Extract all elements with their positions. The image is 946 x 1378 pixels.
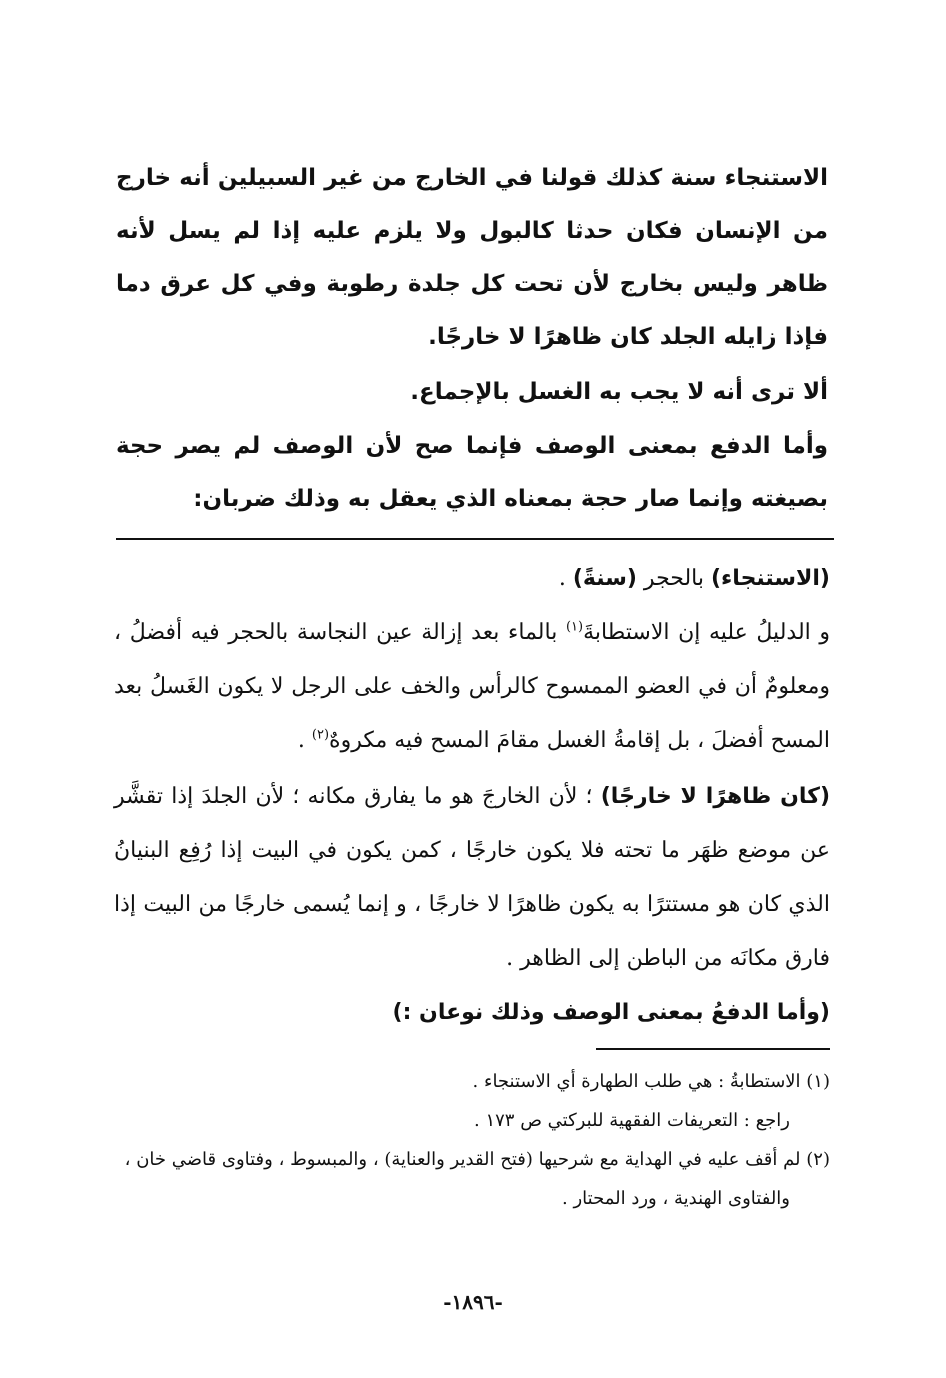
matn-text: الاستنجاء سنة كذلك قولنا في الخارج من غير السبيلين أنه خارج من الإنسان فكان حدثا كالبول ولا يلزم عليه إذا لم يسل لأنه ظاهر وليس بخارج لأن تحت كل جلدة رطوبة وفي كل عرق دما فإذا زايله الجلد كان ظاهرًا لا خارجًا. xyxy=(116,165,828,350)
matn-paragraph-1 xyxy=(116,152,828,364)
footnote-2: (٢) لم أقف عليه في الهداية مع شرحيها (فتح القدير والعناية) ، والمبسوط ، وفتاوى قاضي خان ، والفتاوى الهندية ، ورد المحتار . xyxy=(124,1149,830,1209)
matn-paragraph-3 xyxy=(116,420,828,526)
main-separator-line xyxy=(116,538,834,540)
sharh-paragraph-1 xyxy=(114,552,830,606)
sharh-text: بالماء بعد إزالة عين النجاسة بالحجر فيه أفضلُ ، ومعلومٌ أن في العضو الممسوح كالرأس والخف على الرجل لا يكون الغَسلُ بعد المسح أفضلَ ، بل إقامةُ الغسل مقامَ المسح فيه مكروهٌ xyxy=(114,620,830,753)
quoted-term: (سنةً) xyxy=(572,566,637,591)
footnote-marker-2[interactable]: (٢) xyxy=(311,727,330,743)
sharh-text: بالحجر xyxy=(636,566,711,591)
footnote-separator-line xyxy=(596,1048,830,1050)
page-number: -١٨٩٦- xyxy=(443,1290,503,1314)
sharh-text: ؛ لأن الخارجَ هو ما يفارق مكانه ؛ لأن الجلدَ إذا تقشَّر عن موضع ظهَر ما تحته فلا يكون خارجًا ، كمن يكون في البيت إذا رُفِع البنيانُ الذي كان هو مستترًا به يكون ظاهرًا لا خارجًا ، و إنما يُسمى خارجًا من البيت إذا فارق مكانَه من الباطن إلى الظاهر . xyxy=(114,784,830,971)
matn-text: وأما الدفع بمعنى الوصف فإنما صح لأن الوصف لم يصر حجة بصيغته وإنما صار حجة بمعناه الذي يعقل به وذلك ضربان: xyxy=(116,433,828,512)
footnotes xyxy=(114,1062,830,1218)
sharh-text: . xyxy=(558,566,573,591)
sharh-text: و الدليلُ عليه إن الاستطابةَ xyxy=(583,620,830,645)
matn-paragraph-2 xyxy=(116,366,828,419)
quoted-term: (كان ظاهرًا لا خارجًا) xyxy=(600,784,830,809)
sharh-paragraph-2 xyxy=(114,606,830,768)
footnote-marker-1[interactable]: (١) xyxy=(565,619,584,635)
quoted-term: (وأما الدفعُ بمعنى الوصف وذلك نوعان :) xyxy=(392,1000,830,1025)
quoted-term: (الاستنجاء) xyxy=(711,566,830,591)
sharh-text: . xyxy=(297,728,312,753)
matn-text: ألا ترى أنه لا يجب به الغسل بالإجماع. xyxy=(410,379,828,405)
sharh-paragraph-3 xyxy=(114,770,830,986)
sharh-paragraph-4 xyxy=(114,986,830,1040)
footnote-1-reference: راجع : التعريفات الفقهية للبركتي ص ١٧٣ . xyxy=(474,1110,790,1131)
footnote-1: (١) الاستطابةُ : هي طلب الطهارة أي الاستنجاء . xyxy=(472,1071,830,1092)
